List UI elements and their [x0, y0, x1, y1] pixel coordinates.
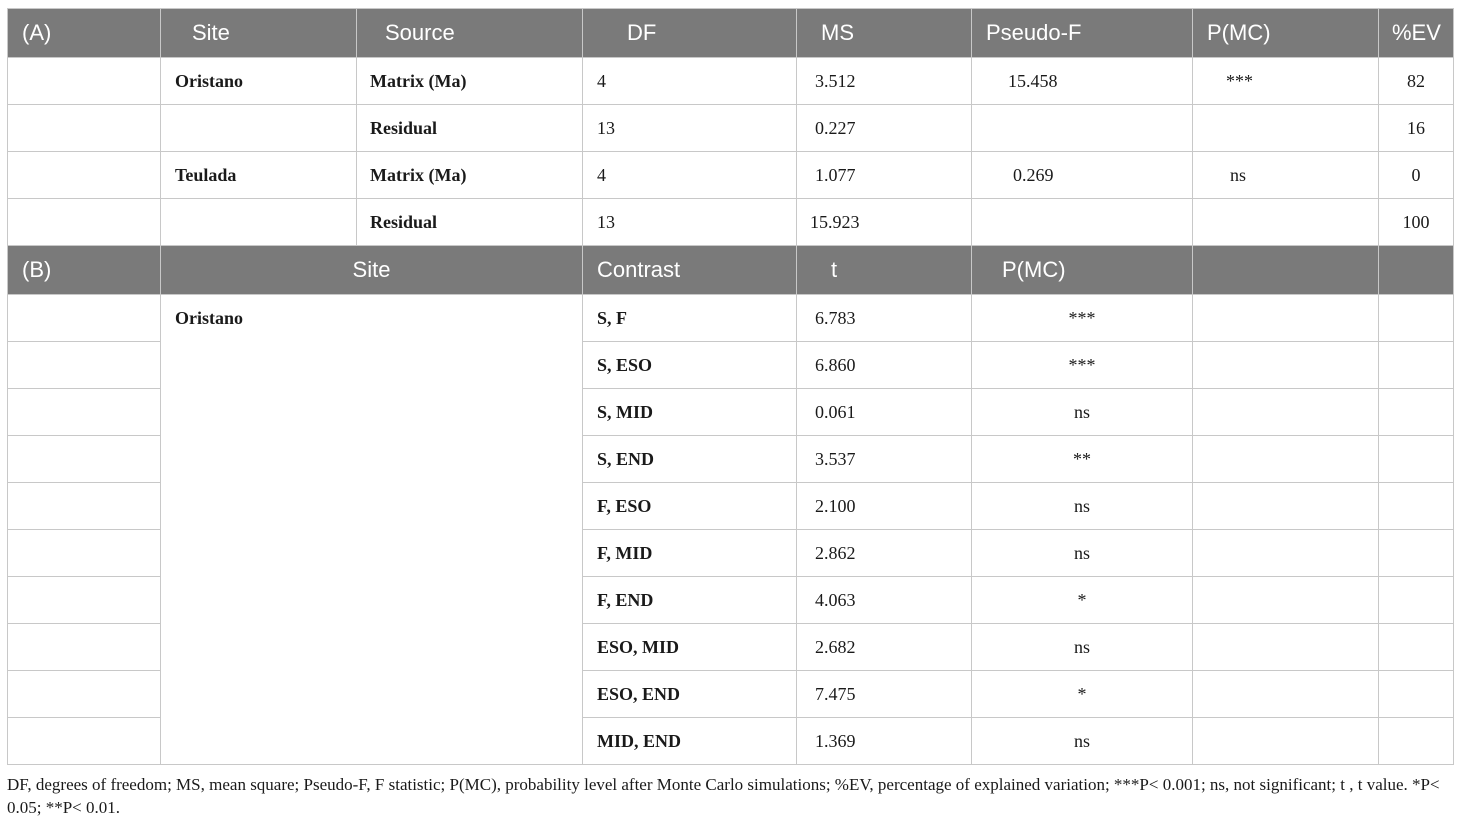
source-cell: Matrix (Ma)	[357, 152, 583, 199]
empty-cell	[1379, 342, 1454, 389]
pmc-cell	[1193, 199, 1379, 246]
pmc-cell-b: **	[972, 436, 1193, 483]
table-footnote: DF, degrees of freedom; MS, mean square; Pseudo-F, F statistic; P(MC), probability level after Monte Carlo simulations; %EV, percentage of explained variation; ***P< 0.001; ns, not significant; t , t value. *P< 0.05; **P< 0.01.	[7, 775, 1440, 817]
empty-cell	[8, 152, 161, 199]
pmc-cell	[1193, 105, 1379, 152]
empty-cell	[8, 624, 161, 671]
empty-cell	[1379, 483, 1454, 530]
t-cell: 7.475	[797, 671, 972, 718]
pmc-cell: ***	[1193, 58, 1379, 105]
site-cell	[161, 199, 357, 246]
site-cell-b: Oristano	[161, 295, 583, 765]
pseudo-f-cell	[972, 105, 1193, 152]
contrast-cell: S, END	[583, 436, 797, 483]
header-pseudo-f: Pseudo-F	[972, 9, 1193, 58]
header-section-a: (A)	[8, 9, 161, 58]
empty-cell	[1193, 436, 1379, 483]
contrast-cell: ESO, END	[583, 671, 797, 718]
document	[7, 8, 1453, 819]
header-ev: %EV	[1379, 9, 1454, 58]
empty-cell	[1193, 295, 1379, 342]
t-cell: 6.783	[797, 295, 972, 342]
header-source: Source	[357, 9, 583, 58]
empty-cell	[8, 295, 161, 342]
source-cell: Matrix (Ma)	[357, 58, 583, 105]
df-cell: 13	[583, 105, 797, 152]
pmc-cell-b: ***	[972, 342, 1193, 389]
empty-cell	[8, 342, 161, 389]
header-t: t	[797, 246, 972, 295]
empty-cell	[1379, 624, 1454, 671]
pmc-cell-b: ***	[972, 295, 1193, 342]
contrast-cell: ESO, MID	[583, 624, 797, 671]
ev-cell: 100	[1379, 199, 1454, 246]
table-row	[8, 295, 1454, 342]
t-cell: 0.061	[797, 389, 972, 436]
header-site-b: Site	[161, 246, 583, 295]
empty-cell	[1379, 671, 1454, 718]
t-cell: 6.860	[797, 342, 972, 389]
t-cell: 1.369	[797, 718, 972, 765]
pmc-cell-b: ns	[972, 718, 1193, 765]
header-pmc: P(MC)	[1193, 9, 1379, 58]
contrast-cell: S, ESO	[583, 342, 797, 389]
results-table	[7, 8, 1454, 765]
header-row-b	[8, 246, 1454, 295]
header-df: DF	[583, 9, 797, 58]
empty-cell	[8, 577, 161, 624]
empty-cell	[8, 483, 161, 530]
empty-cell	[1193, 718, 1379, 765]
empty-cell	[1193, 671, 1379, 718]
pmc-cell-b: ns	[972, 530, 1193, 577]
empty-cell	[8, 718, 161, 765]
empty-cell	[1379, 295, 1454, 342]
empty-cell	[1193, 530, 1379, 577]
contrast-cell: F, ESO	[583, 483, 797, 530]
site-cell: Teulada	[161, 152, 357, 199]
table-row	[8, 105, 1454, 152]
table-row	[8, 58, 1454, 105]
contrast-cell: S, F	[583, 295, 797, 342]
table-row	[8, 152, 1454, 199]
df-cell: 4	[583, 58, 797, 105]
t-cell: 4.063	[797, 577, 972, 624]
header-row-a	[8, 9, 1454, 58]
empty-cell	[1193, 483, 1379, 530]
contrast-cell: F, END	[583, 577, 797, 624]
empty-cell	[8, 436, 161, 483]
ms-cell: 15.923	[797, 199, 972, 246]
empty-cell	[8, 105, 161, 152]
empty-cell	[1193, 342, 1379, 389]
empty-cell	[8, 671, 161, 718]
pmc-cell-b: ns	[972, 624, 1193, 671]
table-row	[8, 199, 1454, 246]
ev-cell: 16	[1379, 105, 1454, 152]
t-cell: 2.100	[797, 483, 972, 530]
t-cell: 2.862	[797, 530, 972, 577]
header-empty	[1193, 246, 1379, 295]
empty-cell	[1193, 577, 1379, 624]
pseudo-f-cell	[972, 199, 1193, 246]
header-contrast: Contrast	[583, 246, 797, 295]
ev-cell: 82	[1379, 58, 1454, 105]
ms-cell: 0.227	[797, 105, 972, 152]
header-section-b: (B)	[8, 246, 161, 295]
empty-cell	[1379, 577, 1454, 624]
site-cell	[161, 105, 357, 152]
header-pmc-b: P(MC)	[972, 246, 1193, 295]
ms-cell: 3.512	[797, 58, 972, 105]
empty-cell	[8, 58, 161, 105]
empty-cell	[8, 389, 161, 436]
ms-cell: 1.077	[797, 152, 972, 199]
empty-cell	[1379, 530, 1454, 577]
empty-cell	[1379, 718, 1454, 765]
source-cell: Residual	[357, 105, 583, 152]
df-cell: 13	[583, 199, 797, 246]
pmc-cell-b: *	[972, 671, 1193, 718]
df-cell: 4	[583, 152, 797, 199]
header-empty	[1379, 246, 1454, 295]
empty-cell	[8, 530, 161, 577]
header-ms: MS	[797, 9, 972, 58]
t-cell: 2.682	[797, 624, 972, 671]
empty-cell	[1379, 436, 1454, 483]
pseudo-f-cell: 0.269	[972, 152, 1193, 199]
pmc-cell: ns	[1193, 152, 1379, 199]
t-cell: 3.537	[797, 436, 972, 483]
pmc-cell-b: *	[972, 577, 1193, 624]
site-cell: Oristano	[161, 58, 357, 105]
ev-cell: 0	[1379, 152, 1454, 199]
empty-cell	[8, 199, 161, 246]
source-cell: Residual	[357, 199, 583, 246]
empty-cell	[1193, 389, 1379, 436]
contrast-cell: S, MID	[583, 389, 797, 436]
empty-cell	[1379, 389, 1454, 436]
pseudo-f-cell: 15.458	[972, 58, 1193, 105]
pmc-cell-b: ns	[972, 483, 1193, 530]
contrast-cell: F, MID	[583, 530, 797, 577]
empty-cell	[1193, 624, 1379, 671]
pmc-cell-b: ns	[972, 389, 1193, 436]
header-site: Site	[161, 9, 357, 58]
contrast-cell: MID, END	[583, 718, 797, 765]
